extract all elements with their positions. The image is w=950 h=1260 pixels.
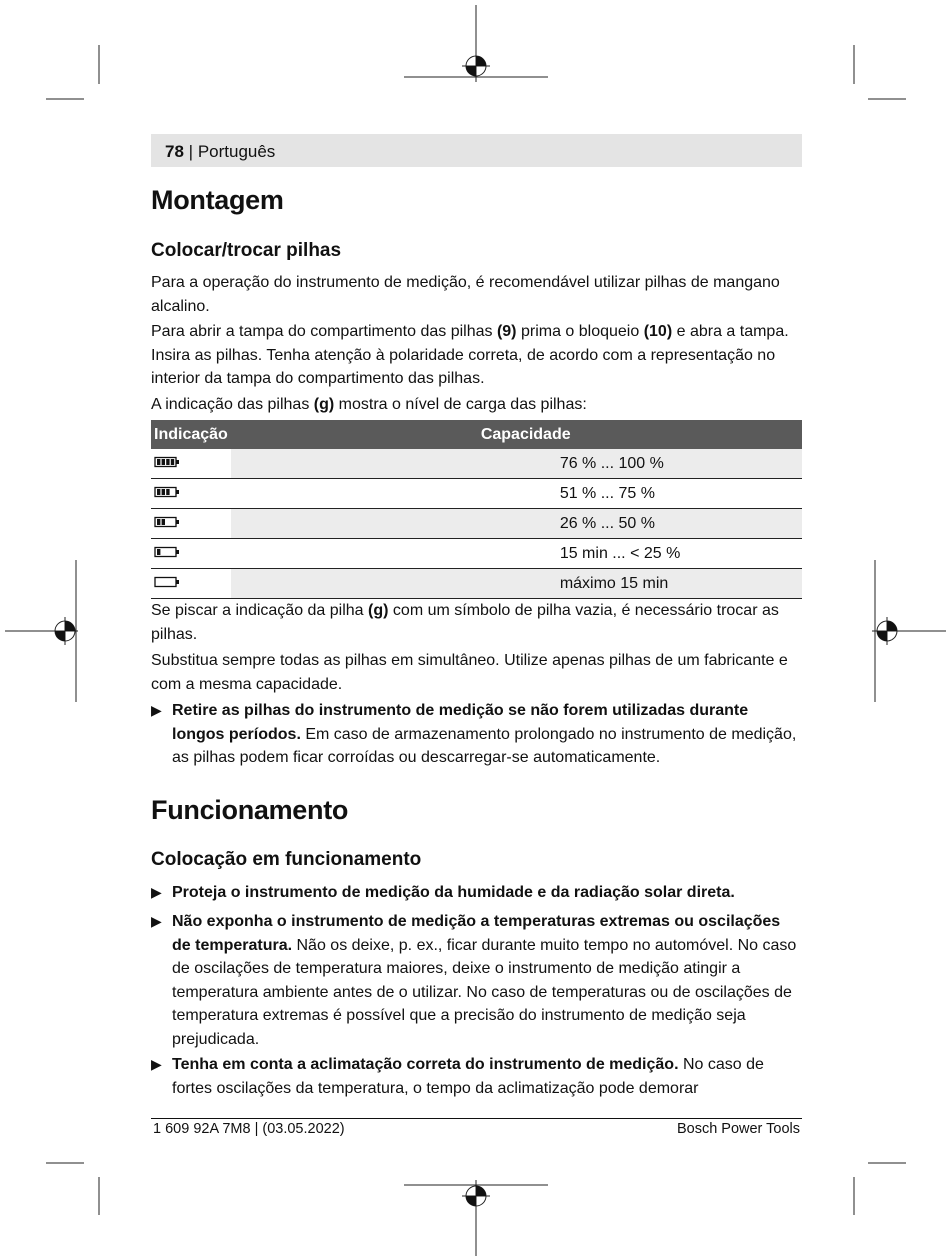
table-row [151, 539, 802, 569]
section-title-funcionamento: Funcionamento [151, 795, 349, 825]
bullet-bold-text: Tenha em conta a aclimatação correta do instrumento de medição. [172, 1056, 679, 1073]
footer-doc-code: 1 609 92A 7M8 | (03.05.2022) [153, 1121, 345, 1137]
text-run: e abra a tampa. Insira as pilhas. Tenha atenção à polaridade correta, de acordo com a representação no interior da tampa do compartimento das pilhas. [151, 323, 789, 387]
text-run: prima o bloqueio [516, 323, 644, 340]
subsection-title-start-up: Colocação em funcionamento [151, 849, 422, 870]
footer-brand: Bosch Power Tools [676, 1121, 800, 1137]
text-run: A indicação das pilhas [151, 396, 314, 413]
capacity-cell: máximo 15 min [231, 569, 802, 599]
battery-4-bars-icon [151, 449, 231, 479]
warning-bullet-temperature [151, 910, 802, 1051]
column-header-capacity-label: Capacidade [480, 425, 571, 443]
paragraph-battery-type: Para a operação do instrumento de medição, é recomendável utilizar pilhas de mangano alcalino. [151, 274, 780, 315]
column-header-indication: Indicação [151, 420, 231, 449]
page-number: 78 [165, 142, 184, 161]
subsection-title-batteries: Colocar/trocar pilhas [151, 240, 342, 261]
text-run: com um símbolo de pilha vazia, é necessário trocar as pilhas. [151, 602, 779, 643]
warning-bullet-acclimatization [151, 1053, 802, 1100]
capacity-cell: 51 % ... 75 % [231, 479, 802, 509]
bullet-text: Não os deixe, p. ex., ficar durante muito tempo no automóvel. No caso de oscilações de temperatura maiores, deixe o instrumento de medição atingir a temperatura ambiente antes de o utilizar. No caso de temperaturas ou de oscilações de temperatura extremas é possível que a precisão do instrumento de medição seja prejudicada. [172, 936, 797, 1048]
paragraph-replace-all: Substitua sempre todas as pilhas em simultâneo. Utilize apenas pilhas de um fabricante e com a mesma capacidade. [151, 652, 788, 693]
warning-bullet-remove-batteries [151, 699, 802, 770]
ref-g: (g) [368, 602, 389, 619]
battery-3-bars-icon [151, 479, 231, 509]
battery-capacity-table [151, 420, 802, 599]
ref-9: (9) [496, 323, 517, 340]
paragraph-battery-indicator [151, 393, 802, 417]
header-language: Português [197, 142, 276, 161]
footer-divider [151, 1118, 802, 1119]
paragraph-open-cover [151, 320, 802, 391]
text-run: Se piscar a indicação da pilha [151, 602, 369, 619]
bullet-arrow-icon: ▶ [151, 913, 162, 929]
table-header-row [151, 420, 802, 449]
header-separator: | [188, 142, 194, 161]
bullet-bold-text: Não exponha o instrumento de medição a temperaturas extremas ou oscilações de temperatura. [172, 913, 781, 954]
text-run: Para abrir a tampa do compartimento das pilhas [151, 323, 497, 340]
table-row [151, 479, 802, 509]
paragraph-empty-battery [151, 599, 802, 646]
battery-empty-icon [151, 569, 231, 599]
table-row [151, 569, 802, 599]
warning-bullet-humidity [151, 881, 802, 905]
page-header [165, 142, 275, 162]
capacity-cell: 76 % ... 100 % [231, 449, 802, 479]
table-row [151, 449, 802, 479]
battery-2-bars-icon [151, 509, 231, 539]
bullet-bold-text: Retire as pilhas do instrumento de medição se não forem utilizadas durante longos períodos. [172, 702, 749, 743]
column-header-capacity [231, 420, 802, 449]
table-row [151, 509, 802, 539]
bullet-arrow-icon: ▶ [151, 1056, 162, 1072]
bullet-bold-text: Proteja o instrumento de medição da humidade e da radiação solar direta. [172, 884, 735, 901]
ref-10: (10) [643, 323, 673, 340]
bullet-arrow-icon: ▶ [151, 702, 162, 718]
text-run: mostra o nível de carga das pilhas: [334, 396, 587, 413]
section-title-montagem: Montagem [151, 185, 284, 215]
capacity-cell: 26 % ... 50 % [231, 509, 802, 539]
bullet-arrow-icon: ▶ [151, 884, 162, 900]
bullet-text: No caso de fortes oscilações da temperatura, o tempo da aclimatização pode demorar [172, 1056, 764, 1097]
capacity-cell: 15 min ... < 25 % [231, 539, 802, 569]
bullet-text: Em caso de armazenamento prolongado no instrumento de medição, as pilhas podem ficar corroídas ou descarregar-se automaticamente. [172, 725, 797, 766]
ref-g: (g) [313, 396, 335, 413]
battery-1-bar-icon [151, 539, 231, 569]
